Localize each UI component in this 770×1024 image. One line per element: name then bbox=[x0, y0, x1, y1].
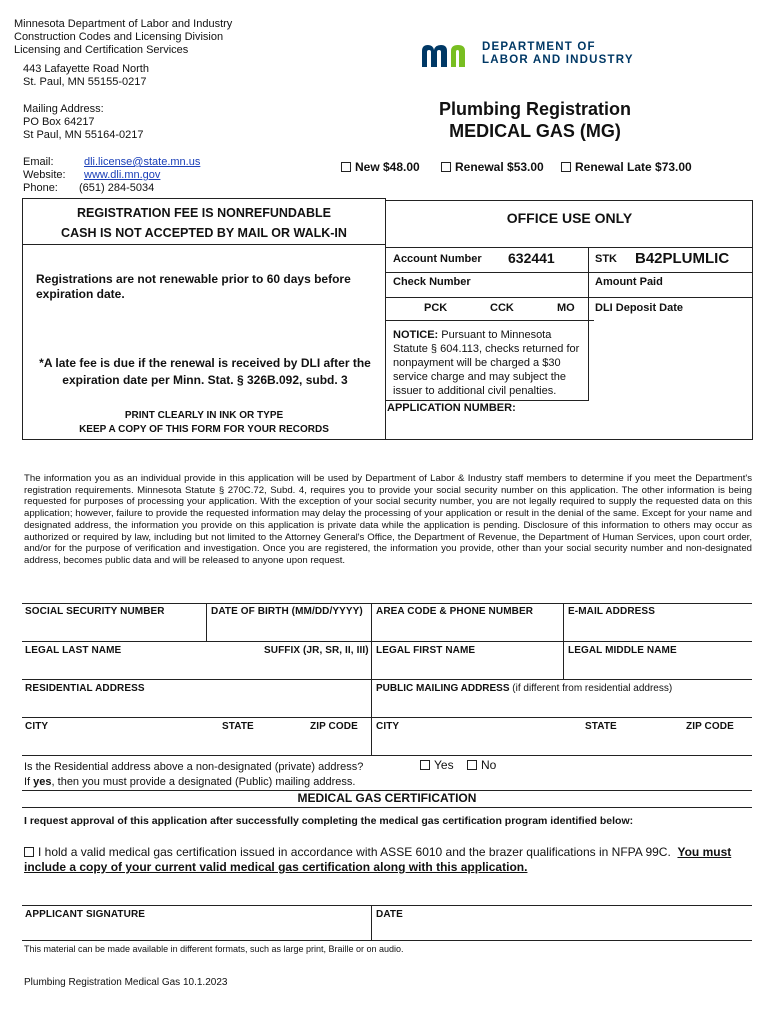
form-title bbox=[390, 98, 680, 142]
cert-option-requirement: You must include a copy of your current valid medical gas certification along with this application. bbox=[24, 845, 732, 874]
first-name-field[interactable]: LEGAL FIRST NAME bbox=[376, 645, 476, 656]
stk-label: STK bbox=[595, 253, 617, 265]
fee-renewal-late-label: Renewal Late $73.00 bbox=[575, 160, 692, 174]
agency-line-3: Licensing and Certification Services bbox=[14, 44, 189, 56]
email-field[interactable]: E-MAIL ADDRESS bbox=[568, 606, 655, 617]
mailing-label: Mailing Address: bbox=[23, 103, 104, 115]
zip-field-public[interactable]: ZIP CODE bbox=[686, 721, 734, 732]
public-address-label: PUBLIC MAILING ADDRESS bbox=[376, 683, 510, 694]
nondesignated-no-label: No bbox=[481, 758, 497, 772]
city-field-residential[interactable]: CITY bbox=[25, 721, 49, 732]
state-field-public[interactable]: STATE bbox=[585, 721, 617, 732]
if-yes-pre: If bbox=[24, 776, 34, 788]
fee-new-checkbox[interactable] bbox=[341, 162, 351, 172]
pck-option: PCK bbox=[424, 302, 448, 314]
residential-address-field[interactable]: RESIDENTIAL ADDRESS bbox=[25, 683, 145, 694]
title-line-1: Plumbing Registration bbox=[438, 99, 631, 119]
cert-option-text: I hold a valid medical gas certification issued in accordance with ASSE 6010 and the brazer qualifications in NFPA 99C. bbox=[38, 845, 671, 859]
nondesignated-yes-label: Yes bbox=[434, 758, 454, 772]
logo-line-1: DEPARTMENT OF bbox=[482, 41, 596, 53]
cert-option[interactable] bbox=[24, 845, 744, 875]
cck-option: CCK bbox=[490, 302, 514, 314]
phone-label: Phone: bbox=[23, 182, 58, 194]
print-clearly-line: PRINT CLEARLY IN INK OR TYPE bbox=[124, 410, 284, 421]
mn-logo-icon bbox=[420, 41, 484, 69]
nondesignated-question bbox=[24, 760, 363, 790]
fee-renewal-checkbox[interactable] bbox=[441, 162, 451, 172]
nondesignated-no-checkbox[interactable] bbox=[467, 760, 477, 770]
mailing-city: St Paul, MN 55164-0217 bbox=[23, 129, 144, 141]
street-address bbox=[23, 63, 149, 89]
phone-field[interactable]: AREA CODE & PHONE NUMBER bbox=[376, 606, 534, 617]
email-link[interactable]: dli.license@state.mn.us bbox=[84, 156, 201, 168]
signature-date-field[interactable]: DATE bbox=[376, 909, 403, 920]
agency-line-2: Construction Codes and Licensing Division bbox=[14, 31, 224, 43]
if-yes-bold: yes bbox=[33, 776, 52, 788]
street-line: 443 Lafayette Road North bbox=[23, 63, 149, 75]
title-line-2: MEDICAL GAS (MG) bbox=[449, 121, 621, 141]
notice-text: Pursuant to Minnesota Statute § 604.113, checks returned for nonpayment will be charged a $30 service charge and may subject the issuer to additional civil penalties. bbox=[393, 329, 580, 397]
late-fee-notice: *A late fee is due if the renewal is received by DLI after the expiration date per Minn. Stat. § 326B.092, subd. 3 bbox=[39, 356, 371, 387]
cash-notice: CASH IS NOT ACCEPTED BY MAIL OR WALK-IN bbox=[61, 226, 347, 240]
application-number-label: APPLICATION NUMBER: bbox=[387, 402, 516, 414]
website-link[interactable]: www.dli.mn.gov bbox=[84, 169, 161, 181]
nondesignated-yes-checkbox[interactable] bbox=[420, 760, 430, 770]
middle-name-field[interactable]: LEGAL MIDDLE NAME bbox=[568, 645, 677, 656]
fee-renewal-option[interactable] bbox=[441, 160, 544, 174]
fee-notice bbox=[22, 203, 386, 243]
office-use-header: OFFICE USE ONLY bbox=[506, 210, 633, 226]
account-number-value: 632441 bbox=[508, 250, 555, 266]
fee-new-option[interactable] bbox=[341, 160, 420, 174]
dob-field[interactable]: DATE OF BIRTH (MM/DD/YYYY) bbox=[211, 606, 363, 617]
nondesignated-question-text: Is the Residential address above a non-designated (private) address? bbox=[24, 761, 364, 773]
public-mailing-address-field[interactable] bbox=[376, 683, 672, 694]
if-yes-post: , then you must provide a designated (Public) mailing address. bbox=[51, 776, 356, 788]
last-name-field[interactable]: LEGAL LAST NAME bbox=[25, 645, 122, 656]
cert-option-checkbox[interactable] bbox=[24, 847, 34, 857]
alternate-formats-note: This material can be made available in different formats, such as large print, Braille or on audio. bbox=[24, 944, 404, 954]
agency-name bbox=[14, 18, 232, 57]
email-label: Email: bbox=[23, 156, 54, 168]
privacy-notice: The information you as an individual provide in this application will be used by Department of Labor & Industry staff members to determine if you meet the Department's registration requirements. Minnesota Statute § 270C.72, Subd. 4, requires you to provide your social security number on this application. The other information is being requested for purposes of processing your application. With the exception of your social security number, you are not legally required to supply the requested data on this application; however, failure to provide the requested information may delay the processing of your application or result in the denial of the same. Except for your name and designated address, the information you provide on this application is private data while the application is pending. Disclosure of this information to others may occur as authorized or required by law, including but not limited to the Attorney General's Office, the Department of Revenue, the Department of Human Services, upon court order, and/or for the purpose of verification and investigation. Once you are registered, the information you provide, other than your social security number and non-designated address, becomes public data and will be released to anyone upon request. bbox=[24, 473, 752, 566]
returned-check-notice bbox=[393, 328, 585, 398]
fee-renewal-late-option[interactable] bbox=[561, 160, 692, 174]
agency-line-1: Minnesota Department of Labor and Industry bbox=[14, 18, 233, 30]
state-field-residential[interactable]: STATE bbox=[222, 721, 254, 732]
form-id: Plumbing Registration Medical Gas 10.1.2023 bbox=[24, 977, 228, 988]
fee-new-label: New $48.00 bbox=[355, 160, 420, 174]
cert-request: I request approval of this application after successfully completing the medical gas certification program identified below: bbox=[24, 815, 634, 827]
mailing-address bbox=[23, 103, 143, 142]
stk-value: B42PLUMLIC bbox=[635, 250, 730, 267]
street-city: St. Paul, MN 55155-0217 bbox=[23, 76, 147, 88]
ssn-field[interactable]: SOCIAL SECURITY NUMBER bbox=[25, 606, 165, 617]
nondesignated-no-option[interactable] bbox=[467, 758, 496, 772]
print-instructions bbox=[22, 409, 386, 437]
amount-paid-label: Amount Paid bbox=[595, 276, 663, 288]
suffix-field[interactable]: SUFFIX (JR, SR, II, III) bbox=[264, 645, 369, 656]
cert-header: MEDICAL GAS CERTIFICATION bbox=[297, 791, 477, 805]
city-field-public[interactable]: CITY bbox=[376, 721, 400, 732]
keep-copy-line: KEEP A COPY OF THIS FORM FOR YOUR RECORDS bbox=[79, 424, 329, 435]
website-label: Website: bbox=[23, 169, 66, 181]
fee-renewal-label: Renewal $53.00 bbox=[455, 160, 544, 174]
check-number-label: Check Number bbox=[393, 276, 471, 288]
zip-field-residential[interactable]: ZIP CODE bbox=[310, 721, 358, 732]
phone-value: (651) 284-5034 bbox=[79, 182, 155, 194]
notice-bold-label: NOTICE: bbox=[393, 329, 439, 341]
deposit-date-label: DLI Deposit Date bbox=[595, 302, 684, 314]
contact-block bbox=[23, 156, 323, 195]
mailing-box: PO Box 64217 bbox=[23, 116, 95, 128]
fee-renewal-late-checkbox[interactable] bbox=[561, 162, 571, 172]
account-number-label: Account Number bbox=[393, 253, 482, 265]
nonrefundable-notice: REGISTRATION FEE IS NONREFUNDABLE bbox=[77, 206, 331, 220]
dli-logo bbox=[420, 40, 650, 70]
logo-line-2: LABOR AND INDUSTRY bbox=[482, 54, 634, 66]
nondesignated-instruction bbox=[24, 775, 363, 790]
mo-option: MO bbox=[557, 302, 575, 314]
not-renewable-notice: Registrations are not renewable prior to 60 days before expiration date. bbox=[36, 272, 351, 301]
nondesignated-yes-option[interactable] bbox=[420, 758, 454, 772]
applicant-signature-field[interactable]: APPLICANT SIGNATURE bbox=[25, 909, 146, 920]
public-address-note: (if different from residential address) bbox=[509, 683, 673, 694]
